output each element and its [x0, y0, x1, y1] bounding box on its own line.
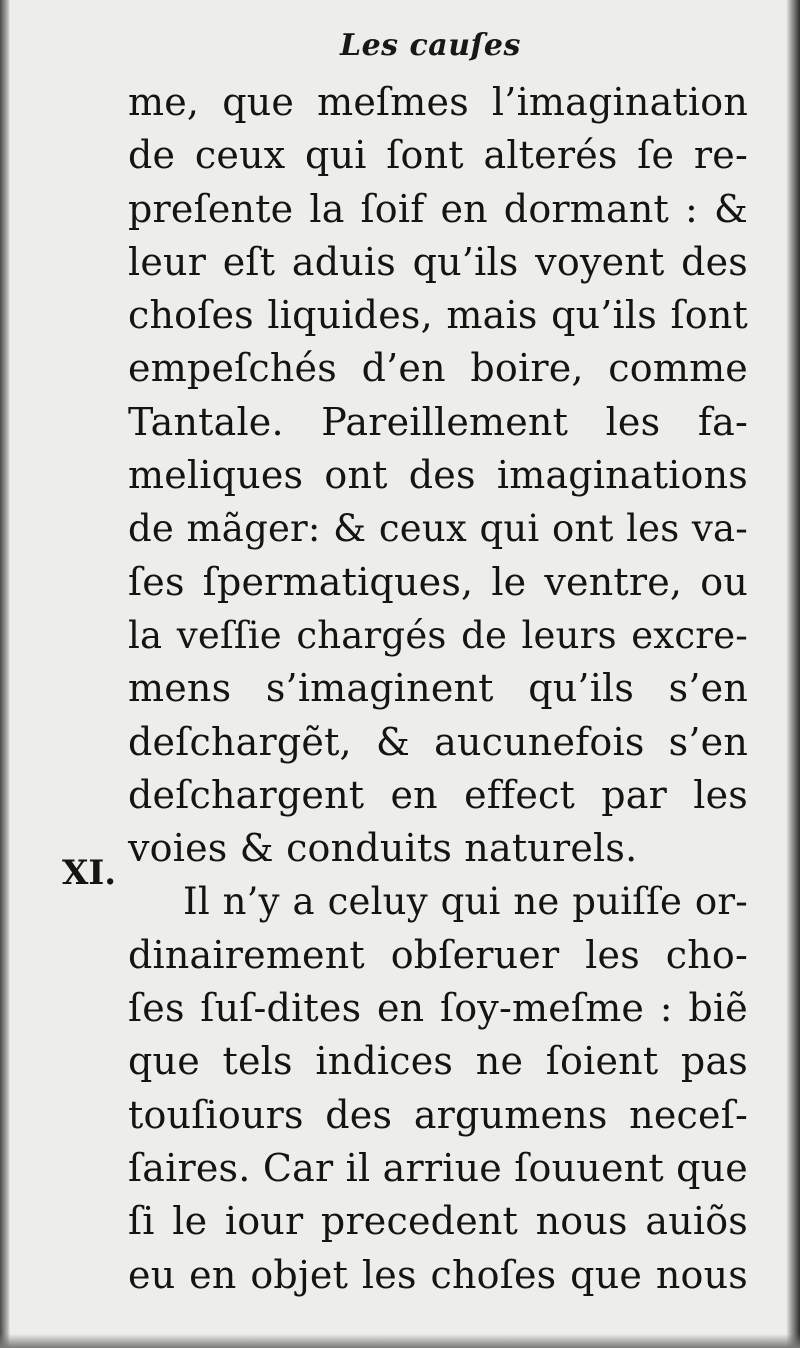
text-line: la veſſie chargés de leurs excre- — [128, 613, 748, 657]
text-line: dinairement obſeruer les cho- — [128, 932, 748, 977]
page-edge-right — [786, 0, 800, 1348]
text-line: que tels indices ne ſoient pas — [128, 1039, 748, 1084]
text-line: ſi le iour precedent nous auiõs — [128, 1199, 748, 1244]
text-line: me, que meſmes l’imagination — [128, 80, 748, 124]
running-head: Les cauſes — [340, 28, 521, 63]
section-number: XI. — [62, 853, 117, 893]
paragraph-end-line: voies & conduits naturels. — [128, 826, 638, 871]
text-line: ſaires. Car il arriue ſouuent que — [128, 1145, 748, 1190]
text-line: touſiours des argumens neceſ- — [128, 1092, 748, 1137]
text-line: de mãger: & ceux qui ont les va- — [128, 507, 748, 551]
text-line: preſente la ſoif en dormant : & — [128, 186, 748, 231]
text-line: meliques ont des imaginations — [128, 453, 748, 498]
text-line: empeſchés d’en boire, comme — [128, 346, 748, 391]
text-line: choſes liquides, mais qu’ils ſont — [128, 293, 748, 338]
text-line: deſchargẽt, & aucunefois s’en — [128, 719, 748, 764]
text-line: mens s’imaginent qu’ils s’en — [128, 666, 748, 711]
page-edge-left — [0, 0, 10, 1348]
text-line: Tantale. Pareillement les fa- — [128, 399, 748, 444]
text-line: de ceux qui ſont alterés ſe re- — [128, 133, 748, 178]
page-edge-bottom — [0, 1334, 800, 1348]
body-text — [128, 76, 748, 1302]
text-line: ſes ſuſ-dites en ſoy-meſme : biẽ — [128, 986, 748, 1031]
text-line: deſchargent en effect par les — [128, 772, 748, 817]
text-line: eu en objet les choſes que nous — [128, 1252, 748, 1297]
paragraph-start-line: Il n’y a celuy qui ne puiſſe or- — [183, 880, 748, 924]
text-line: leur eſt aduis qu’ils voyent des — [128, 239, 748, 284]
text-line: ſes ſpermatiques, le ventre, ou — [128, 559, 748, 604]
